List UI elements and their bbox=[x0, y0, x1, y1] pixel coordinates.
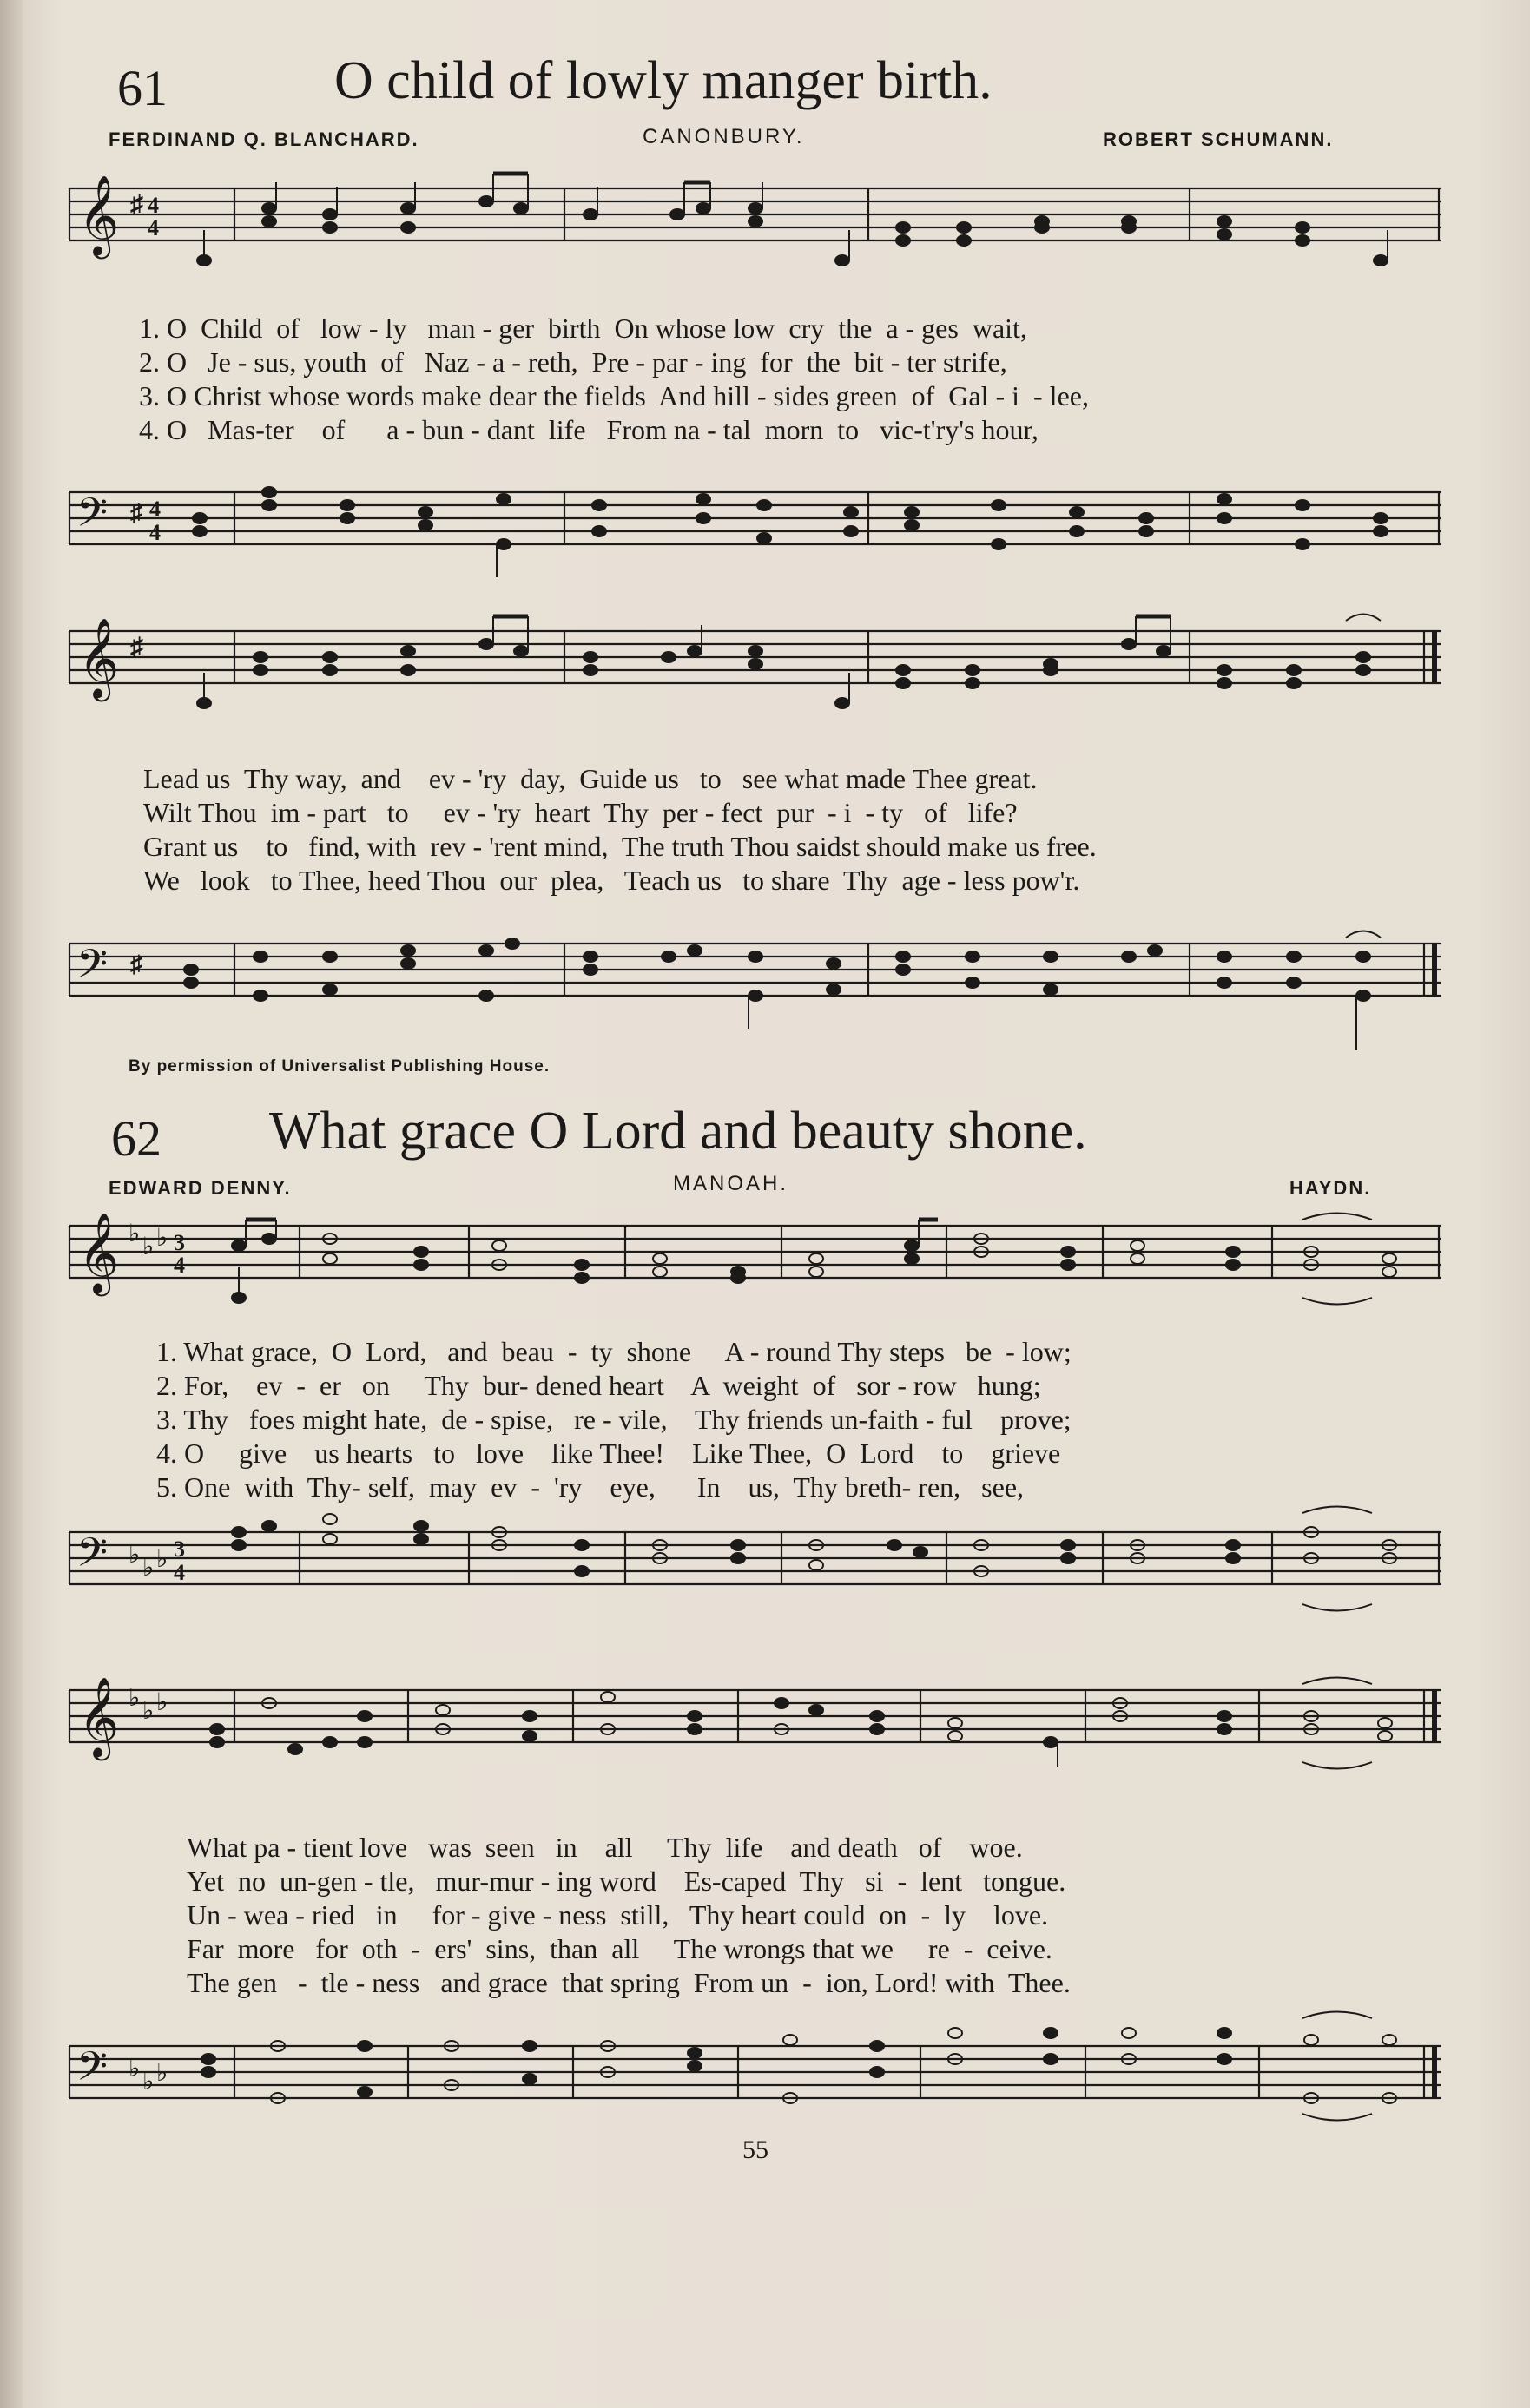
svg-text:4: 4 bbox=[149, 497, 161, 522]
svg-text:𝄞: 𝄞 bbox=[78, 617, 120, 698]
hymn-62-verse-4-line-1: 4. O give us hearts to love like Thee! Like Thee, O Lord to grieve bbox=[156, 1438, 1061, 1469]
svg-text:𝄞: 𝄞 bbox=[78, 174, 120, 255]
hymn-61-treble-staff-2 bbox=[0, 617, 1530, 751]
hymn-62-treble-staff-2 bbox=[0, 1676, 1530, 1810]
svg-text:4: 4 bbox=[149, 520, 161, 545]
svg-text:♯: ♯ bbox=[130, 633, 143, 661]
page-number: 55 bbox=[742, 2135, 768, 2164]
svg-text:♭: ♭ bbox=[142, 1698, 155, 1725]
hymn-62-verse-1-line-2: What pa - tient love was seen in all Thy life and death of woe. bbox=[187, 1832, 1023, 1863]
hymn-61-verse-4-line-1: 4. O Mas-ter of a - bun - dant life From na - tal morn to vic-t'ry's hour, bbox=[139, 414, 1039, 445]
hymn-62-verse-3-line-2: Un - wea - ried in for - give - ness still, Thy heart could on - ly love. bbox=[187, 1899, 1049, 1931]
svg-text:𝄢: 𝄢 bbox=[76, 490, 109, 546]
svg-text:3: 3 bbox=[174, 1230, 185, 1255]
svg-text:4: 4 bbox=[174, 1560, 185, 1585]
hymn-61-bass-staff-2 bbox=[0, 920, 1530, 1068]
hymn-61-author: FERDINAND Q. BLANCHARD. bbox=[109, 128, 419, 150]
svg-text:♭: ♭ bbox=[156, 1546, 168, 1573]
svg-text:4: 4 bbox=[148, 215, 159, 240]
svg-text:♯: ♯ bbox=[130, 500, 142, 527]
svg-text:♭: ♭ bbox=[129, 1542, 141, 1569]
hymn-62-number: 62 bbox=[111, 1110, 162, 1167]
svg-text:4: 4 bbox=[174, 1253, 185, 1278]
svg-text:𝄢: 𝄢 bbox=[76, 1530, 109, 1586]
svg-text:♭: ♭ bbox=[129, 1220, 141, 1247]
svg-text:♭: ♭ bbox=[129, 1685, 141, 1712]
hymn-62-verse-3-line-1: 3. Thy foes might hate, de - spise, re - vile, Thy friends un-faith - ful prove; bbox=[156, 1404, 1072, 1435]
hymn-62-verse-1-line-1: 1. What grace, O Lord, and beau - ty shone A - round Thy steps be - low; bbox=[156, 1336, 1072, 1367]
hymn-61-verse-1-line-1: 1. O Child of low - ly man - ger birth On whose low cry the a - ges wait, bbox=[139, 313, 1027, 344]
hymn-62-bass-staff-1 bbox=[0, 1509, 1530, 1639]
hymn-61-verse-3-line-2: Grant us to find, with rev - 'rent mind, The truth Thou saidst should make us free. bbox=[143, 831, 1097, 862]
svg-text:4: 4 bbox=[148, 193, 159, 218]
svg-text:♭: ♭ bbox=[156, 1225, 168, 1252]
svg-text:𝄞: 𝄞 bbox=[78, 1676, 120, 1757]
hymn-62-verse-5-line-2: The gen - tle - ness and grace that spring From un - ion, Lord! with Thee. bbox=[187, 1967, 1071, 1998]
svg-text:♭: ♭ bbox=[156, 2060, 168, 2087]
hymn-61-lyrics-part-2 bbox=[143, 761, 1097, 897]
hymn-61-lyrics-part-1 bbox=[139, 311, 1089, 446]
svg-text:♯: ♯ bbox=[130, 951, 142, 978]
hymn-61-verse-1-line-2: Lead us Thy way, and ev - 'ry day, Guide us to see what made Thee great. bbox=[143, 763, 1038, 794]
hymn-62-verse-4-line-2: Far more for oth - ers' sins, than all The wrongs that we re - ceive. bbox=[187, 1933, 1052, 1964]
hymn-62-lyrics-part-2 bbox=[187, 1830, 1071, 1999]
hymn-62-verse-2-line-2: Yet no un-gen - tle, mur-mur - ing word Es-caped Thy si - lent tongue. bbox=[187, 1865, 1066, 1897]
svg-text:𝄢: 𝄢 bbox=[76, 941, 109, 997]
hymn-61-verse-2-line-2: Wilt Thou im - part to ev - 'ry heart Thy per - fect pur - i - ty of life? bbox=[143, 797, 1018, 828]
hymn-61-tune-name: CANONBURY. bbox=[643, 125, 805, 148]
hymn-62-tune-name: MANOAH. bbox=[673, 1172, 789, 1195]
svg-text:𝄢: 𝄢 bbox=[76, 2043, 109, 2100]
hymn-61-number: 61 bbox=[117, 60, 168, 116]
svg-text:3: 3 bbox=[174, 1536, 185, 1562]
hymn-62-lyrics-part-1 bbox=[156, 1334, 1072, 1503]
svg-text:♯: ♯ bbox=[130, 190, 143, 219]
svg-text:♭: ♭ bbox=[142, 1555, 155, 1582]
hymn-61-verse-4-line-2: We look to Thee, heed Thou our plea, Teach us to share Thy age - less pow'r. bbox=[143, 865, 1080, 896]
svg-text:♭: ♭ bbox=[142, 2069, 155, 2095]
hymn-62-title: What grace O Lord and beauty shone. bbox=[269, 1102, 1087, 1161]
hymn-61-title: O child of lowly manger birth. bbox=[334, 51, 993, 110]
hymn-61-composer: ROBERT SCHUMANN. bbox=[1103, 128, 1334, 150]
hymn-62-verse-2-line-1: 2. For, ev - er on Thy bur- dened heart A weight of sor - row hung; bbox=[156, 1370, 1041, 1401]
svg-text:𝄞: 𝄞 bbox=[78, 1212, 120, 1293]
svg-text:♭: ♭ bbox=[129, 2056, 141, 2082]
hymn-61-verse-3-line-1: 3. O Christ whose words make dear the fields And hill - sides green of Gal - i - lee, bbox=[139, 380, 1089, 411]
hymn-61-bass-staff-1 bbox=[0, 469, 1530, 599]
hymn-62-treble-staff-1 bbox=[0, 1212, 1530, 1345]
svg-text:♭: ♭ bbox=[142, 1234, 155, 1260]
hymn-62-composer: HAYDN. bbox=[1289, 1177, 1372, 1199]
hymn-61-treble-staff-1 bbox=[0, 174, 1530, 308]
hymn-61-verse-2-line-1: 2. O Je - sus, youth of Naz - a - reth, Pre - par - ing for the bit - ter strife, bbox=[139, 346, 1007, 378]
svg-text:♭: ♭ bbox=[156, 1689, 168, 1716]
hymn-62-verse-5-line-1: 5. One with Thy- self, may ev - 'ry eye, In us, Thy breth- ren, see, bbox=[156, 1471, 1025, 1503]
hymn-62-author: EDWARD DENNY. bbox=[109, 1177, 292, 1199]
hymn-61-permission-note: By permission of Universalist Publishing House. bbox=[129, 1057, 551, 1076]
